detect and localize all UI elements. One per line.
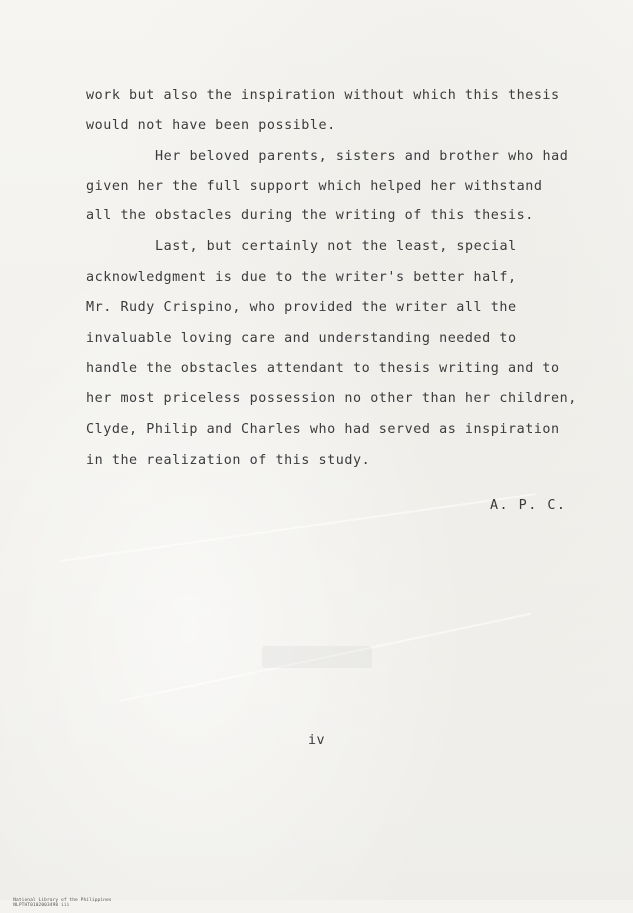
text-line-4: given her the full support which helped her withstand <box>86 179 543 194</box>
footer-library: National Library of the Philippines <box>13 898 112 903</box>
text-line-9: invaluable loving care and understanding needed to <box>86 331 517 346</box>
text-line-2: would not have been possible. <box>86 118 336 133</box>
text-line-3: Her beloved parents, sisters and brother who had <box>155 149 569 164</box>
text-line-12: Clyde, Philip and Charles who had served as inspiration <box>86 422 560 437</box>
text-line-13: in the realization of this study. <box>86 453 371 468</box>
text-line-1: work but also the inspiration without which this thesis <box>86 88 560 103</box>
paper-crease <box>60 493 536 562</box>
page-number: iv <box>308 733 326 748</box>
scan-footer <box>2 893 126 913</box>
text-line-10: handle the obstacles attendant to thesis writing and to <box>86 361 560 376</box>
text-line-6: Last, but certainly not the least, special <box>155 239 517 254</box>
text-line-11: her most priceless possession no other than her children, <box>86 391 577 406</box>
faded-stamp <box>262 646 372 668</box>
text-line-5: all the obstacles during the writing of this thesis. <box>86 208 534 223</box>
text-line-7: acknowledgment is due to the writer's better half, <box>86 270 517 285</box>
footer-code: NLPTHT0102003498 iii <box>13 903 70 908</box>
text-line-8: Mr. Rudy Crispino, who provided the writer all the <box>86 300 517 315</box>
author-initials: A. P. C. <box>490 498 567 513</box>
